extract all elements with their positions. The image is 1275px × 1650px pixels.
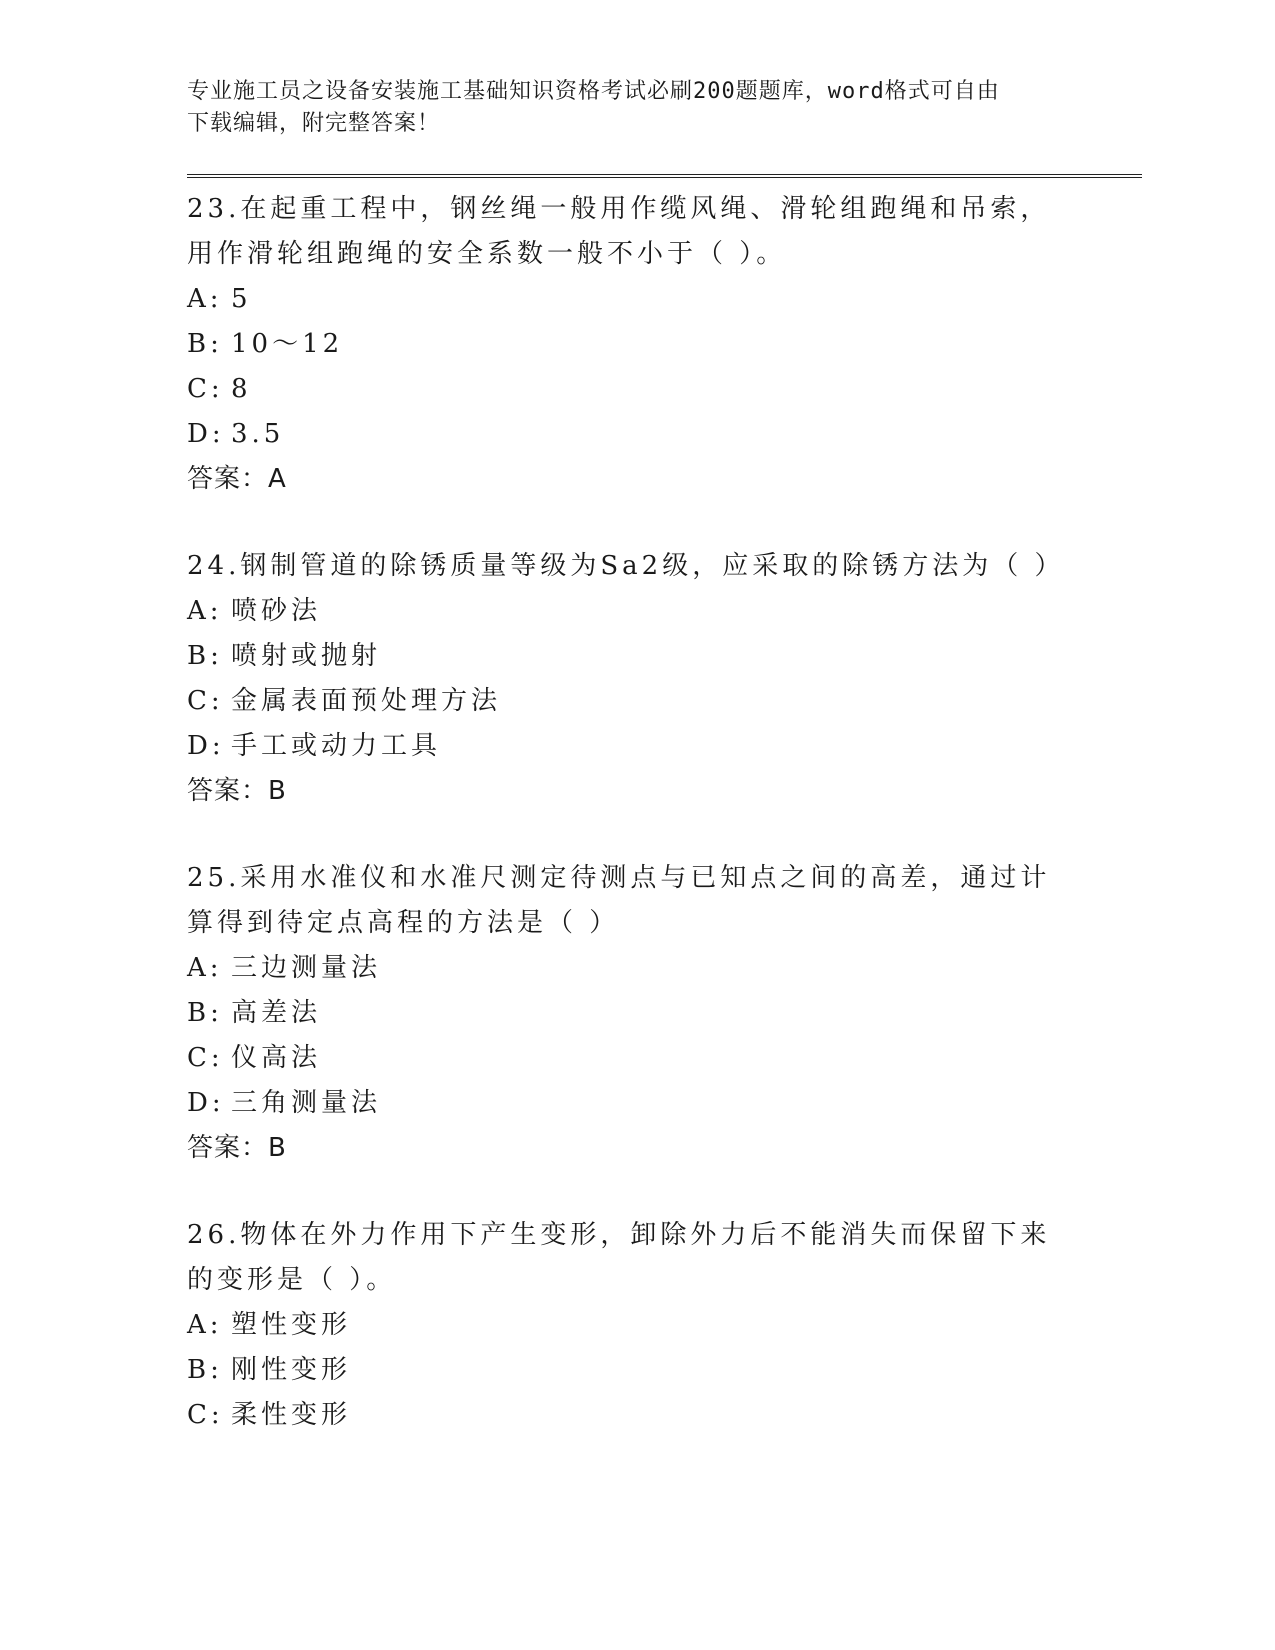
option-text: 8 <box>231 374 252 404</box>
option-text: 喷射或抛射 <box>231 641 382 671</box>
option-text: 仪高法 <box>231 1043 322 1073</box>
question-stem: 25.采用水准仪和水准尺测定待测点与已知点之间的高差，通过计算得到待定点高程的方法是（ ） <box>187 863 1051 938</box>
option-text: 塑性变形 <box>231 1310 352 1340</box>
option-a <box>187 946 1142 991</box>
question-spacer <box>187 502 1142 544</box>
option-a <box>187 277 1142 322</box>
option-d <box>187 724 1142 769</box>
document-header <box>187 70 1142 140</box>
option-b <box>187 991 1142 1036</box>
option-b <box>187 634 1142 679</box>
option-key: B: <box>187 998 223 1028</box>
question-stem: 26.物体在外力作用下产生变形，卸除外力后不能消失而保留下来的变形是（ ）。 <box>187 1220 1051 1295</box>
option-c <box>187 1036 1142 1081</box>
option-key: C: <box>187 1043 224 1073</box>
option-key: A: <box>187 953 223 983</box>
option-d <box>187 1081 1142 1126</box>
question-spacer <box>187 814 1142 856</box>
option-key: C: <box>187 1400 224 1430</box>
option-text: 3.5 <box>231 419 285 449</box>
option-key: B: <box>187 329 223 359</box>
question-26 <box>187 1213 1142 1438</box>
option-c <box>187 679 1142 724</box>
option-text: 喷砂法 <box>231 596 322 626</box>
option-key: D: <box>187 731 225 761</box>
question-25 <box>187 856 1142 1171</box>
option-a <box>187 589 1142 634</box>
question-spacer <box>187 1171 1142 1213</box>
option-b <box>187 322 1142 367</box>
header-divider <box>187 174 1142 178</box>
header-line-1: 专业施工员之设备安装施工基础知识资格考试必刷200题题库，word格式可自由 <box>187 79 1000 104</box>
option-c <box>187 367 1142 412</box>
option-text: 高差法 <box>231 998 322 1028</box>
option-key: A: <box>187 284 223 314</box>
option-text: 手工或动力工具 <box>231 731 442 761</box>
option-text: 金属表面预处理方法 <box>231 686 502 716</box>
question-stem: 24.钢制管道的除锈质量等级为Sa2级，应采取的除锈方法为（ ） <box>187 551 1065 581</box>
option-c <box>187 1393 1142 1438</box>
option-key: A: <box>187 596 223 626</box>
option-b <box>187 1348 1142 1393</box>
option-text: 刚性变形 <box>231 1355 352 1385</box>
option-key: B: <box>187 1355 223 1385</box>
option-key: C: <box>187 374 224 404</box>
header-line-2: 下载编辑，附完整答案！ <box>187 111 441 136</box>
option-text: 5 <box>231 284 252 314</box>
answer: 答案：B <box>187 776 287 806</box>
option-key: B: <box>187 641 223 671</box>
option-text: 柔性变形 <box>231 1400 352 1430</box>
option-key: D: <box>187 1088 225 1118</box>
option-text: 10～12 <box>231 329 344 359</box>
option-d <box>187 412 1142 457</box>
question-24 <box>187 544 1142 814</box>
option-key: A: <box>187 1310 223 1340</box>
question-23 <box>187 187 1142 502</box>
option-key: C: <box>187 686 224 716</box>
answer: 答案：B <box>187 1133 287 1163</box>
document-page <box>187 70 1142 1438</box>
option-key: D: <box>187 419 225 449</box>
option-text: 三边测量法 <box>231 953 382 983</box>
option-text: 三角测量法 <box>231 1088 382 1118</box>
answer: 答案：A <box>187 464 287 494</box>
option-a <box>187 1303 1142 1348</box>
question-stem: 23.在起重工程中，钢丝绳一般用作缆风绳、滑轮组跑绳和吊索，用作滑轮组跑绳的安全系数一般不小于（ ）。 <box>187 194 1051 269</box>
